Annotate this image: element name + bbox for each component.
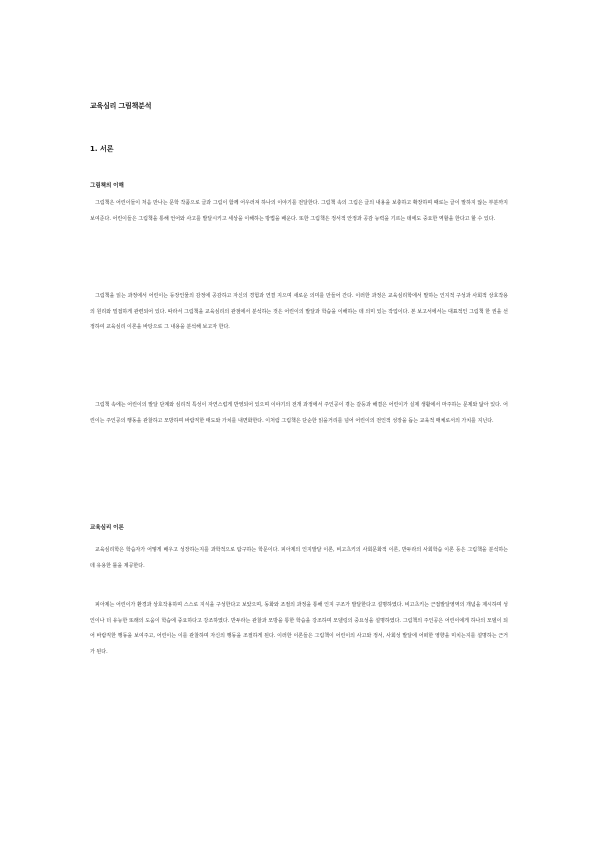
paragraph-3: [90, 398, 508, 429]
paragraph-1-text: 그림책은 어린이들이 처음 만나는 문학 작품으로 글과 그림이 함께 어우러져 하나의 이야기를 전달한다. 그림책 속의 그림은 글의 내용을 보충하고 확장하며 때로는 글이 말하지 않는 부분까지 보여준다. 어린이들은 그림책을 통해 언어와 사고를 발달시키고 세상을 이해하는 방법을 배운다. 또한 그림책은 정서적 안정과 공감 능력을 기르는 데에도 중요한 역할을 한다고 할 수 있다.: [90, 200, 508, 222]
paragraph-2: [90, 289, 508, 336]
paragraph-5-text: 피아제는 어린이가 환경과 상호작용하며 스스로 지식을 구성한다고 보았으며, 동화와 조절의 과정을 통해 인지 구조가 발달한다고 설명하였다. 비고츠키는 근접발달영역의 개념을 제시하며 성인이나 더 유능한 또래의 도움이 학습에 중요하다고 강조하였다. 반두라는 관찰과 모방을 통한 학습을 강조하며 모델링의 중요성을 설명하였다. 그림책의 주인공은 어린이에게 하나의 모델이 되어 바람직한 행동을 보여주고, 어린이는 이를 관찰하며 자신의 행동을 조절하게 된다. 이러한 이론들은 그림책이 어린이의 사고와 정서, 사회성 발달에 어떠한 영향을 미치는지를 설명하는 근거가 된다.: [90, 602, 508, 655]
section-label: 1. 서론: [90, 145, 114, 153]
paragraph-3-text: 그림책 속에는 어린이의 발달 단계와 심리적 특성이 자연스럽게 반영되어 있으며 이야기의 전개 과정에서 주인공이 겪는 갈등과 해결은 어린이가 실제 생활에서 마주하는 문제와 닮아 있다. 어린이는 주인공의 행동을 관찰하고 모방하며 바람직한 태도와 가치를 내면화한다. 이처럼 그림책은 단순한 읽을거리를 넘어 어린이의 전인적 성장을 돕는 교육적 매체로서의 가치를 지닌다.: [90, 402, 508, 424]
paragraph-5: [90, 598, 508, 660]
document-title: 교육심리 그림책분석: [90, 102, 152, 110]
paragraph-2-text: 그림책을 읽는 과정에서 어린이는 등장인물의 감정에 공감하고 자신의 경험과 연결 지으며 새로운 의미를 만들어 간다. 이러한 과정은 교육심리학에서 말하는 인지적 구성과 사회적 상호작용의 원리와 밀접하게 관련되어 있다. 따라서 그림책을 교육심리의 관점에서 분석하는 것은 어린이의 발달과 학습을 이해하는 데 의미 있는 작업이다. 본 보고서에서는 대표적인 그림책 한 권을 선정하여 교육심리 이론을 바탕으로 그 내용을 분석해 보고자 한다.: [90, 293, 508, 330]
paragraph-4: [90, 543, 508, 574]
paragraph-1: [90, 196, 508, 227]
paragraph-4-text: 교육심리학은 학습자가 어떻게 배우고 성장하는지를 과학적으로 탐구하는 학문이다. 피아제의 인지발달 이론, 비고츠키의 사회문화적 이론, 반두라의 사회학습 이론 등은 그림책을 분석하는 데 유용한 틀을 제공한다.: [90, 547, 508, 569]
sub-heading-1: 그림책의 이해: [90, 183, 124, 189]
sub-heading-2: 교육심리 이론: [90, 525, 124, 531]
